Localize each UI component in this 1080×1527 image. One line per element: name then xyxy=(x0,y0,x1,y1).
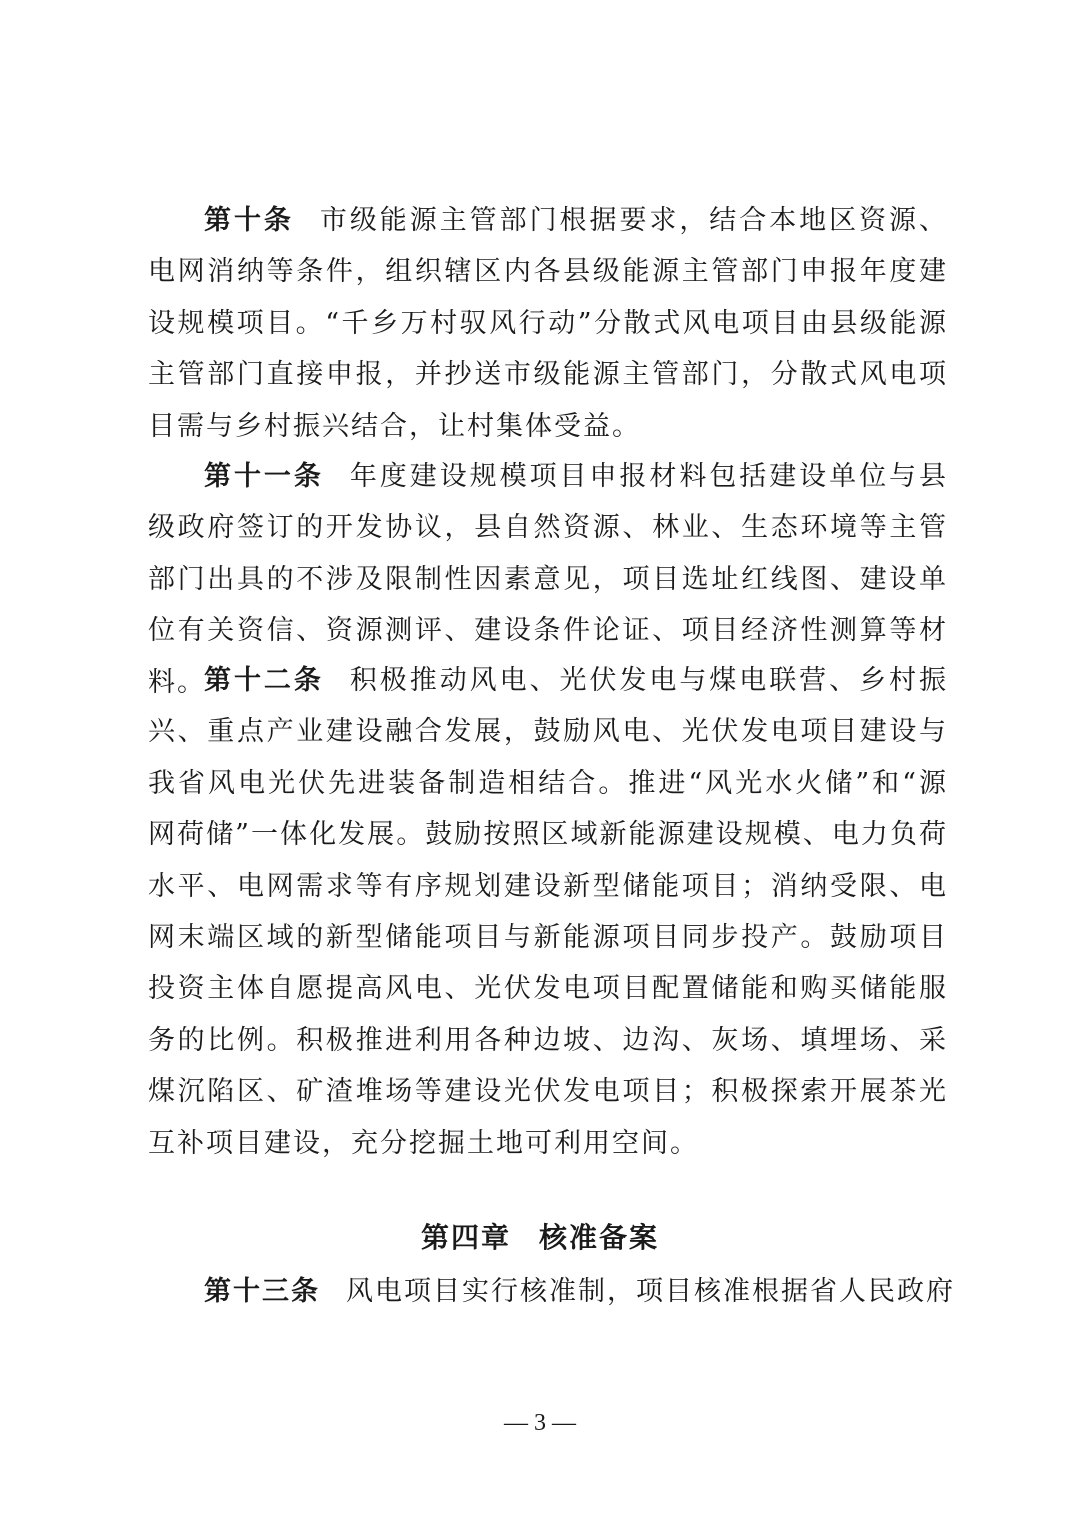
chapter-heading xyxy=(0,1212,1080,1263)
chapter-title: 核准备案 xyxy=(539,1221,660,1254)
chapter-number: 第四章 xyxy=(420,1221,511,1254)
article-label: 第十三条 xyxy=(204,1276,320,1307)
article-12 xyxy=(148,655,948,1169)
article-label: 第十二条 xyxy=(204,665,324,696)
article-body: 年度建设规模项目申报材料包括建设单位与县级政府签订的开发协议，县自然资源、林业、生态环境等主管部门出具的不涉及限制性因素意见，项目选址红线图、建设单位有关资信、资源测评、建设条件论证、项目经济性测算等材料。 xyxy=(148,461,949,698)
article-13 xyxy=(148,1266,955,1317)
article-body: 风电项目实行核准制，项目核准根据省人民政府 xyxy=(346,1276,955,1307)
article-body: 市级能源主管部门根据要求，结合本地区资源、电网消纳等条件，组织辖区内各县级能源主管部门申报年度建设规模项目。“千乡万村驭风行动”分散式风电项目由县级能源主管部门直接申报，并抄送市级能源主管部门，分散式风电项目需与乡村振兴结合，让村集体受益。 xyxy=(148,205,949,442)
article-label: 第十一条 xyxy=(204,461,324,492)
article-10 xyxy=(148,195,948,452)
article-label: 第十条 xyxy=(204,205,294,236)
article-body: 积极推动风电、光伏发电与煤电联营、乡村振兴、重点产业建设融合发展，鼓励风电、光伏发电项目建设与我省风电光伏先进装备制造相结合。推进“风光水火储”和“源网荷储”一体化发展。鼓励按照区域新能源建设规模、电力负荷水平、电网需求等有序规划建设新型储能项目；消纳受限、电网末端区域的新型储能项目与新能源项目同步投产。鼓励项目投资主体自愿提高风电、光伏发电项目配置储能和购买储能服务的比例。积极推进利用各种边坡、边沟、灰场、填埋场、采煤沉陷区、矿渣堆场等建设光伏发电项目；积极探索开展茶光互补项目建设，充分挖掘土地可利用空间。 xyxy=(148,665,949,1159)
page-number: — 3 — xyxy=(504,1410,576,1436)
